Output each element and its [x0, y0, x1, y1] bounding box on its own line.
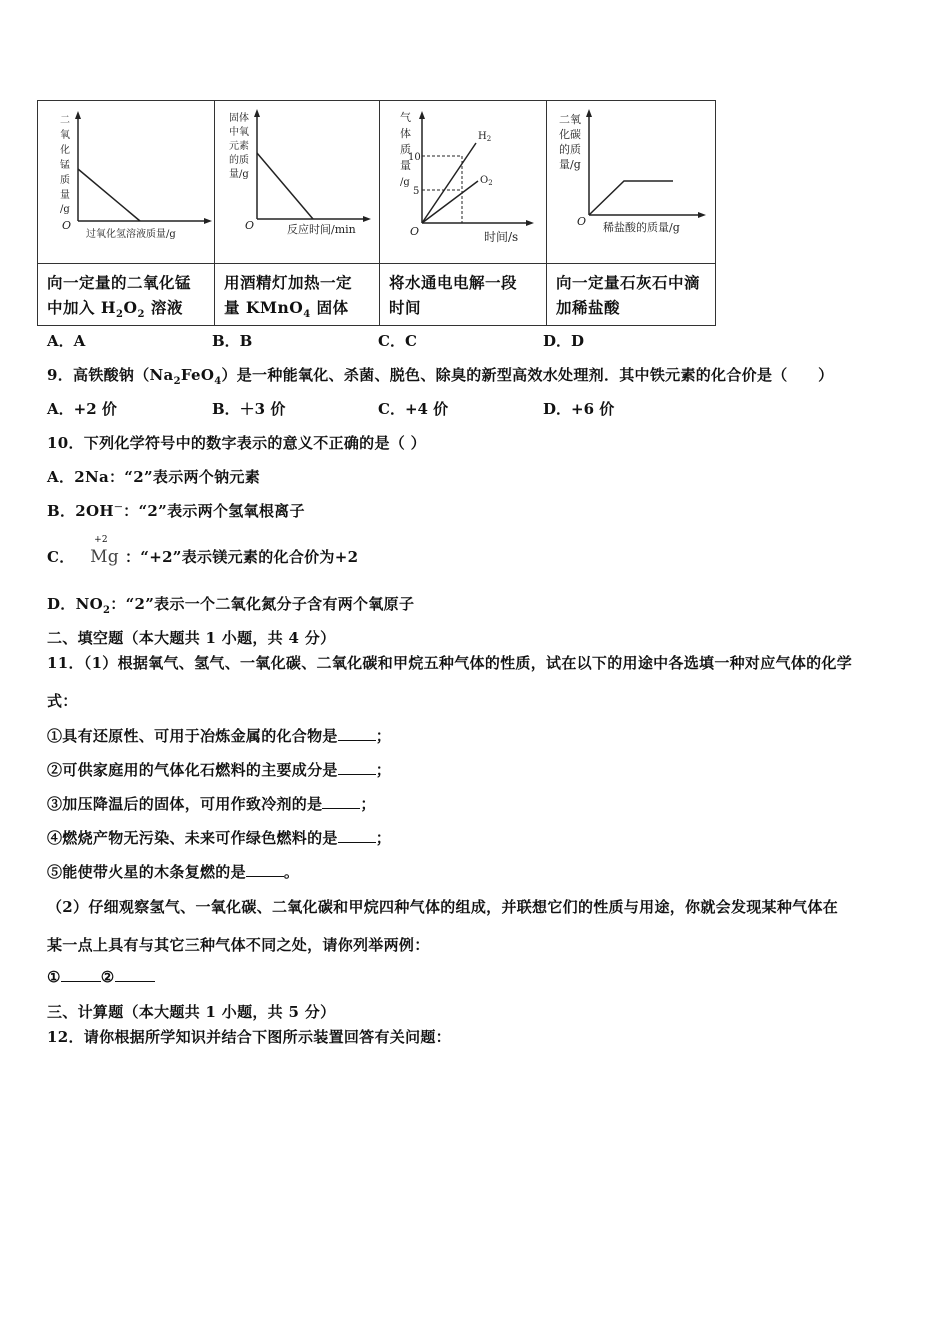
graph-table: [37, 100, 716, 326]
q10-stem: 10．下列化学符号中的数字表示的意义不正确的是（ ）: [47, 434, 426, 452]
graph-b-caption-line1: 用酒精灯加热一定: [224, 273, 353, 292]
mg-symbol: +2 Mg: [90, 535, 119, 567]
graph-c-tick-5: 5: [413, 186, 420, 197]
graph-c-y-label-0: 气: [400, 111, 411, 124]
q11-part2-blank-1[interactable]: [61, 969, 101, 982]
q9-stem: 9．高铁酸钠$(Na_2FeO_4)$是一种能氧化、杀菌、脱色、除臭的新型高效水处理剂．其中铁元素的化合价是（ ）: [47, 366, 834, 387]
graph-c-tick-10: 10: [408, 152, 421, 163]
q9-option-b[interactable]: B．＋3 价: [212, 400, 286, 418]
q11-blank-4[interactable]: [338, 830, 376, 843]
graph-a-line: [78, 169, 140, 221]
graph-c-x-label: 时间/s: [484, 230, 519, 244]
graph-b-y-label-1: 中氧: [229, 127, 249, 138]
q11-item-4: ④燃烧产物无污染、未来可作绿色燃料的是 ；: [47, 829, 392, 847]
graph-a-caption-line1: 向一定量的二氧化锰: [47, 273, 192, 292]
q11-item-2: ②可供家庭用的气体化石燃料的主要成分是 ；: [47, 761, 392, 779]
q9-option-c[interactable]: C．+4 价: [378, 400, 449, 418]
graph-c-caption: [380, 263, 546, 325]
q10-option-c[interactable]: C． +2 Mg ：“+2”表示镁元素的化合价为+2: [47, 535, 359, 567]
graph-d-caption: [547, 263, 715, 325]
graph-a-y-label-1: 氧: [60, 130, 70, 141]
graph-b-caption-line2: 量 KMnO$_4$ 固体: [224, 298, 349, 321]
graph-c-h2-line: [422, 143, 476, 223]
q8-option-b[interactable]: B．B: [212, 332, 253, 350]
graph-d-y-label-0: 二氧: [559, 113, 581, 126]
q11-item-1: ①具有还原性、可用于冶炼金属的化合物是 ；: [47, 727, 392, 745]
graph-b-y-label-3: 的质: [229, 155, 249, 166]
graph-b-y-label-2: 元素: [229, 141, 249, 152]
q8-option-d[interactable]: D．D: [543, 332, 585, 350]
q11-item-5: ⑤能使带火星的木条复燃的是 。: [47, 863, 300, 881]
graph-a-y-label-4: 质: [60, 175, 70, 186]
graph-c-caption-line2: 时间: [389, 298, 422, 317]
q9-option-a[interactable]: A．+2 价: [47, 400, 117, 418]
graph-d-caption-line1: 向一定量石灰石中滴: [556, 273, 701, 292]
graph-d-y-label-2: 的质: [559, 143, 581, 156]
graph-cell-b: [215, 101, 380, 325]
graph-a-y-label-2: 化: [60, 145, 70, 156]
graph-c-caption-line1: 将水通电电解一段: [389, 273, 518, 292]
graph-a-y-label-5: 量: [60, 190, 70, 201]
graph-a-y-label-6: /g: [60, 204, 70, 215]
graph-b-y-label-4: 量/g: [229, 169, 249, 180]
graph-b-y-label-0: 固体: [229, 113, 249, 124]
q11-blank-5[interactable]: [246, 864, 284, 877]
graph-c-h2-label: $H_2$: [478, 131, 492, 143]
graph-d: [547, 101, 715, 263]
graph-a-y-label-3: 锰: [60, 160, 70, 171]
q12-stem: 12．请你根据所学知识并结合下图所示装置回答有关问题：: [47, 1028, 451, 1046]
q11-item-3: ③加压降温后的固体，可用作致冷剂的是 ；: [47, 795, 376, 813]
graph-d-origin: O: [577, 215, 587, 228]
graph-c-origin: O: [410, 225, 420, 238]
graph-a-caption: [38, 263, 214, 325]
graph-a-caption-line2: 中加入 $H_2O_2$ 溶液: [47, 298, 183, 321]
graph-c-o2-line: [422, 181, 478, 223]
q11-part2-line2: 某一点上具有与其它三种气体不同之处，请你列举两例：: [47, 936, 430, 954]
q11-part2-answers: ① ②: [47, 968, 155, 986]
graph-c: [380, 101, 547, 263]
graph-d-y-label-3: 量/g: [559, 158, 581, 171]
q8-option-a[interactable]: A．A: [47, 332, 86, 350]
graph-c-y-label-3: 量: [400, 159, 411, 172]
graph-cell-c: [380, 101, 547, 325]
graph-b-x-label: 反应时间/min: [287, 223, 356, 236]
q10-option-d[interactable]: D．$NO_2$：“2”表示一个二氧化氮分子含有两个氧原子: [47, 595, 415, 616]
graph-b-origin: O: [245, 219, 255, 232]
graph-c-y-label-4: /g: [400, 177, 410, 188]
graph-a: [38, 101, 215, 263]
graph-cell-a: [38, 101, 215, 325]
q9-option-d[interactable]: D．+6 价: [543, 400, 615, 418]
graph-d-y-label-1: 化碳: [559, 128, 581, 141]
q10-option-b[interactable]: B．2OH－：“2”表示两个氢氧根离子: [47, 502, 305, 520]
graph-a-origin: O: [62, 219, 72, 232]
q8-option-c[interactable]: C．C: [378, 332, 417, 350]
graph-a-y-label-0: 二: [60, 115, 70, 126]
graph-d-line: [589, 181, 673, 215]
q11-stem-line2: 式：: [47, 692, 78, 710]
q11-blank-1[interactable]: [338, 728, 376, 741]
graph-c-y-label-1: 体: [400, 127, 411, 140]
graph-cell-d: [547, 101, 715, 325]
q11-blank-3[interactable]: [322, 796, 360, 809]
graph-d-caption-line2: 加稀盐酸: [556, 298, 621, 317]
graph-b: [215, 101, 380, 263]
q10-option-a[interactable]: A．2Na：“2”表示两个钠元素: [47, 468, 260, 486]
graph-d-x-label: 稀盐酸的质量/g: [603, 221, 680, 234]
q11-blank-2[interactable]: [338, 762, 376, 775]
section-3-heading: 三、计算题（本大题共 1 小题，共 5 分）: [47, 1003, 336, 1021]
graph-c-y-label-2: 质: [400, 143, 411, 156]
graph-a-x-label: 过氧化氢溶液质量/g: [86, 229, 176, 240]
graph-b-caption: [215, 263, 379, 325]
section-2-heading: 二、填空题（本大题共 1 小题，共 4 分）: [47, 629, 336, 647]
graph-b-line: [257, 153, 313, 219]
q11-part2-blank-2[interactable]: [115, 969, 155, 982]
q11-part2-line1: （2）仔细观察氢气、一氧化碳、二氧化碳和甲烷四种气体的组成，并联想它们的性质与用途，你就会发现某种气体在: [47, 898, 839, 916]
q11-stem-line1: 11．（1）根据氧气、氢气、一氧化碳、二氧化碳和甲烷五种气体的性质，试在以下的用途中各选填一种对应气体的化学: [47, 654, 853, 672]
graph-c-o2-label: $O_2$: [480, 175, 493, 187]
